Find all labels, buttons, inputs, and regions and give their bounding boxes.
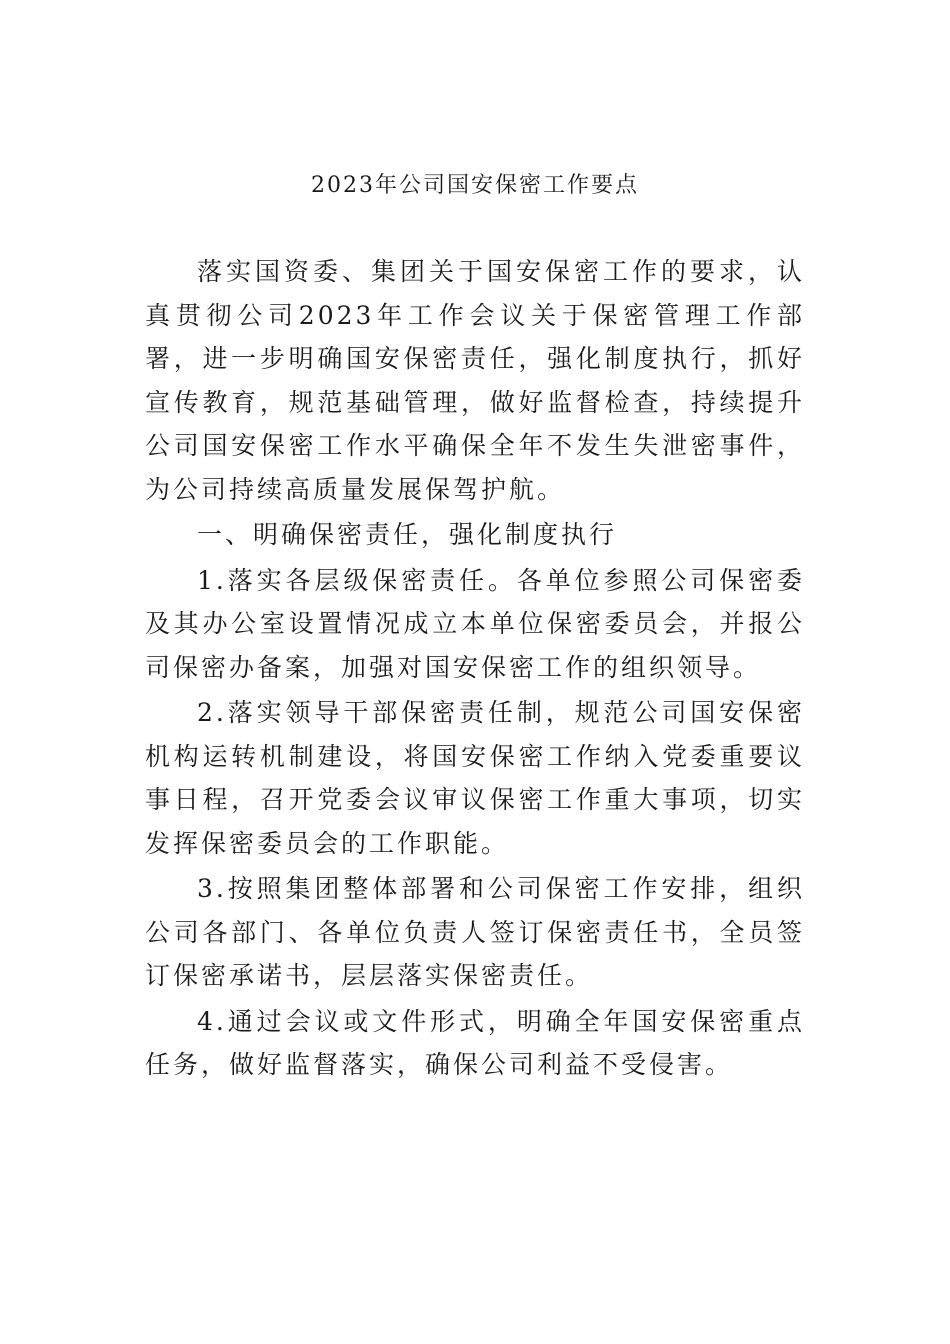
item-paragraph-3: 3.按照集团整体部署和公司保密工作安排，组织公司各部门、各单位负责人签订保密责任书，全员签订保密承诺书，层层落实保密责任。 [145, 874, 805, 990]
item-paragraph-2: 2.落实领导干部保密责任制，规范公司国安保密机构运转机制建设，将国安保密工作纳入党委重要议事日程，召开党委会议审议保密工作重大事项，切实发挥保密委员会的工作职能。 [145, 698, 805, 858]
item-paragraph-4: 4.通过会议或文件形式，明确全年国安保密重点任务，做好监督落实，确保公司利益不受侵害。 [145, 1006, 805, 1079]
section-heading-1: 一、明确保密责任，强化制度执行 [197, 520, 618, 549]
intro-paragraph: 落实国资委、集团关于国安保密工作的要求，认真贯彻公司2023年工作会议关于保密管理工作部署，进一步明确国安保密责任，强化制度执行，抓好宣传教育，规范基础管理，做好监督检查，持续提升公司国安保密工作水平确保全年不发生失泄密事件，为公司持续高质量发展保驾护航。 [145, 257, 805, 504]
document-title: 2023年公司国安保密工作要点 [311, 173, 639, 198]
document-body [145, 250, 805, 1087]
item-paragraph-1: 1.落实各层级保密责任。各单位参照公司保密委及其办公室设置情况成立本单位保密委员会，并报公司保密办备案，加强对国安保密工作的组织领导。 [145, 565, 805, 682]
